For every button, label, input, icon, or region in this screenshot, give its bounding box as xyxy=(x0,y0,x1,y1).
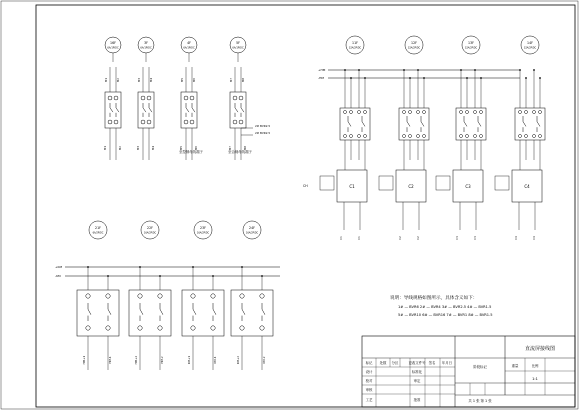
tb-standard: 标准化 xyxy=(411,370,423,374)
tb-sheet: 共 1 张 第 1 张 xyxy=(468,399,492,403)
contact-blade xyxy=(241,108,244,112)
terminal xyxy=(474,111,477,114)
wire-label: HM+2 xyxy=(134,355,138,365)
tb-stage-mark: 阶段标记 xyxy=(473,365,487,369)
tb-approval: 批准 xyxy=(413,398,421,402)
terminal xyxy=(460,135,463,138)
breaker-id: 22F xyxy=(147,226,153,230)
wire-label-top: M8 xyxy=(241,77,245,83)
breaker-rating: 32A/2P/DC xyxy=(464,46,478,50)
terminal xyxy=(423,111,426,114)
drawing-title: 直流屏接线图 xyxy=(524,346,556,352)
terminal xyxy=(106,326,110,330)
bus-label-minus: -HM xyxy=(318,76,324,80)
terminal xyxy=(344,111,347,114)
breaker-5F xyxy=(228,37,252,160)
contact-blade xyxy=(523,122,526,127)
terminal xyxy=(114,120,118,124)
output-label: C2 xyxy=(399,236,402,240)
breaker-id: 4F xyxy=(187,41,191,45)
bottom-breaker-group xyxy=(55,221,280,370)
terminal xyxy=(480,111,483,114)
terminal xyxy=(260,326,264,330)
tb-row1-c6: 年月日 xyxy=(441,361,453,365)
top-right-breaker-group xyxy=(303,36,545,240)
breaker-13F xyxy=(436,36,486,240)
breaker-id: 13F xyxy=(468,41,474,45)
contact-blade xyxy=(149,108,152,112)
breaker-16F xyxy=(103,37,122,160)
terminal xyxy=(106,294,110,298)
note-line-2: 1# — BVR6 2# — BVR4 3# — BVR2.5 4# — BVR1.5 xyxy=(398,305,492,309)
tb-row1-c2: 处数 xyxy=(379,361,387,365)
terminal xyxy=(364,135,367,138)
breaker-id: 11F xyxy=(352,41,358,45)
terminal xyxy=(460,111,463,114)
contact-blade xyxy=(478,122,481,127)
terminal xyxy=(108,120,112,124)
terminal xyxy=(211,326,215,330)
terminal xyxy=(191,294,195,298)
terminal xyxy=(147,96,151,100)
terminal xyxy=(233,96,237,100)
terminal xyxy=(141,96,145,100)
wire-label-top: M7 xyxy=(229,77,233,83)
wire-label-bottom: M6 xyxy=(194,145,198,151)
breaker-circle xyxy=(181,37,197,53)
wire-label-bottom: M2 xyxy=(118,145,122,151)
wire-label: KM-1 xyxy=(213,356,217,364)
tb-process: 工艺 xyxy=(365,398,373,402)
breaker-rating: 32A/2P/DC xyxy=(407,46,421,50)
terminal xyxy=(260,294,264,298)
terminal xyxy=(519,111,522,114)
breaker-22F xyxy=(129,221,171,370)
breaker-4F xyxy=(179,37,203,160)
output-label: C1 xyxy=(358,236,361,240)
breaker-circle xyxy=(243,221,261,239)
terminal xyxy=(466,111,469,114)
tb-row1-c1: 标记 xyxy=(365,361,373,365)
contact-blade xyxy=(213,309,216,314)
module-label: C4 xyxy=(524,184,530,189)
terminal xyxy=(240,294,244,298)
terminal xyxy=(525,135,528,138)
terminal xyxy=(114,96,118,100)
contact-blade xyxy=(140,309,143,314)
breaker-id: 12F xyxy=(411,41,417,45)
breaker-rating: 6A/1P/DC xyxy=(183,46,195,50)
title-block xyxy=(362,336,575,407)
breaker-circle xyxy=(194,221,212,239)
breaker-14F xyxy=(495,36,545,240)
breaker-circle xyxy=(521,36,539,54)
breaker-circle xyxy=(138,37,154,53)
note-line-1: 说明：导线规格如图所示，具体含义如下： xyxy=(390,296,478,301)
terminal xyxy=(403,135,406,138)
breaker-id: 5F xyxy=(236,41,240,45)
top-left-breaker-group xyxy=(103,37,270,160)
terminal xyxy=(158,326,162,330)
side-label: 2# BVR2.5 xyxy=(255,124,271,128)
terminal xyxy=(233,120,237,124)
terminal xyxy=(138,294,142,298)
breaker-id: 14F xyxy=(527,41,533,45)
side-label: 2# BVR2.5 xyxy=(255,131,271,135)
breaker-body xyxy=(340,108,370,140)
tb-audit: 审核 xyxy=(365,388,373,392)
breaker-23F xyxy=(182,221,224,370)
terminal xyxy=(190,120,194,124)
contact-blade xyxy=(116,108,119,112)
contact-blade xyxy=(88,309,91,314)
breaker-rating: 16A/2P/DC xyxy=(143,231,157,235)
terminal xyxy=(403,111,406,114)
terminal xyxy=(417,135,420,138)
breaker-body xyxy=(77,290,119,336)
contact-blade xyxy=(235,108,238,112)
breaker-body xyxy=(129,290,171,336)
contact-blade xyxy=(186,108,189,112)
breaker-rating: 16A/2P/DC xyxy=(245,231,259,235)
contact-blade xyxy=(108,309,111,314)
contact-blade xyxy=(192,108,195,112)
wire-label-top: M2 xyxy=(116,77,120,83)
terminal xyxy=(344,135,347,138)
inner-frame xyxy=(36,5,575,407)
terminal xyxy=(350,111,353,114)
breaker-id: 21F xyxy=(95,226,101,230)
breaker-body xyxy=(515,108,545,140)
terminal xyxy=(423,135,426,138)
terminal xyxy=(86,294,90,298)
wire-label: KM-2 xyxy=(262,356,266,364)
contact-blade xyxy=(537,122,540,127)
output-label: C4 xyxy=(533,236,536,240)
terminal xyxy=(474,135,477,138)
breaker-body xyxy=(230,92,246,128)
note-line-3: 5# — BVR10 6# — BVR16 7# — BVR1 8# — BVR1.5 xyxy=(398,313,493,317)
terminal xyxy=(519,135,522,138)
contact-blade xyxy=(242,309,245,314)
breaker-circle xyxy=(405,36,423,54)
terminal xyxy=(239,96,243,100)
wire-label: KM+2 xyxy=(236,355,240,365)
bus-label-plus: +KM xyxy=(55,265,63,269)
breaker-body xyxy=(181,92,197,128)
tb-scale: 比例 xyxy=(531,364,539,368)
terminal xyxy=(147,120,151,124)
module-terminal-block xyxy=(495,176,509,190)
tb-weight: 重量 xyxy=(511,364,519,368)
contact-blade xyxy=(464,122,467,127)
module-terminal-block xyxy=(436,176,450,190)
terminal xyxy=(141,120,145,124)
module-side-label: CH xyxy=(303,184,308,188)
module-label: C3 xyxy=(465,184,471,189)
breaker-body xyxy=(399,108,429,140)
breaker-id: 23F xyxy=(200,226,206,230)
terminal xyxy=(350,135,353,138)
wire-label-top: M6 xyxy=(192,77,196,83)
terminal xyxy=(184,120,188,124)
breaker-body xyxy=(182,290,224,336)
terminal xyxy=(533,135,536,138)
breaker-rating: 6A/1P/DC xyxy=(140,46,152,50)
breaker-circle xyxy=(89,221,107,239)
breaker-circle xyxy=(105,37,121,53)
terminal xyxy=(86,326,90,330)
tb-row1-c3: 分区 xyxy=(391,361,399,365)
breaker-rating: 6A/1P/DC xyxy=(107,46,119,50)
terminal xyxy=(525,111,528,114)
output-label: C2 xyxy=(417,236,420,240)
breaker-21F xyxy=(77,221,119,370)
wire-label: KM+1 xyxy=(187,355,191,365)
terminal xyxy=(480,135,483,138)
wire-label: HM-2 xyxy=(160,356,164,364)
terminal xyxy=(240,326,244,330)
terminal xyxy=(358,135,361,138)
tb-row1-c5: 签名 xyxy=(428,361,436,365)
breaker-caption: 至合闸母线端子 xyxy=(228,150,252,154)
terminal xyxy=(409,135,412,138)
breaker-circle xyxy=(346,36,364,54)
breaker-24F xyxy=(231,221,273,370)
terminal xyxy=(539,111,542,114)
breaker-id: 3F xyxy=(144,41,148,45)
breaker-rating: 6A/1P/DC xyxy=(232,46,244,50)
contact-blade xyxy=(362,122,365,127)
terminal xyxy=(358,111,361,114)
terminal xyxy=(184,96,188,100)
outer-frame xyxy=(1,1,578,409)
wire-label-bottom: M1 xyxy=(103,145,107,151)
terminal xyxy=(533,111,536,114)
breaker-id: 16F xyxy=(110,41,116,45)
breaker-body xyxy=(231,290,273,336)
breaker-body xyxy=(138,92,154,128)
breaker-id: 24F xyxy=(249,226,255,230)
wire-label-bottom: M4 xyxy=(151,145,155,151)
breaker-3F xyxy=(136,37,155,160)
wire-label-top: M4 xyxy=(149,77,153,83)
wire-label: HM-1 xyxy=(108,356,112,364)
output-label: C3 xyxy=(456,236,459,240)
output-label: C3 xyxy=(474,236,477,240)
tb-scale-value: 1:1 xyxy=(532,377,538,381)
terminal xyxy=(239,120,243,124)
terminal xyxy=(191,326,195,330)
wire-label-bottom: M3 xyxy=(136,145,140,151)
breaker-circle xyxy=(230,37,246,53)
tb-check: 校对 xyxy=(365,379,373,383)
module-terminal-block xyxy=(320,176,334,190)
breaker-12F xyxy=(379,36,429,240)
tb-design: 设计 xyxy=(365,370,373,374)
wire-label-bottom: M7 xyxy=(228,145,232,151)
terminal xyxy=(211,294,215,298)
breaker-body xyxy=(105,92,121,128)
breaker-rating: 6A/2P/DC xyxy=(92,231,104,235)
wire-label-top: M1 xyxy=(104,77,108,83)
terminal xyxy=(417,111,420,114)
contact-blade xyxy=(348,122,351,127)
breaker-circle xyxy=(141,221,159,239)
terminal xyxy=(539,135,542,138)
bus-label-plus: +HM xyxy=(318,68,326,72)
breaker-body xyxy=(456,108,486,140)
tb-row1-c4: 更改文件号 xyxy=(408,361,426,365)
output-label: C4 xyxy=(515,236,518,240)
module-label: C2 xyxy=(408,184,414,189)
breaker-11F xyxy=(320,36,370,240)
breaker-caption: 至控制母线端子 xyxy=(179,150,203,154)
contact-blade xyxy=(407,122,410,127)
breaker-rating: 16A/2P/DC xyxy=(196,231,210,235)
terminal xyxy=(466,135,469,138)
terminal xyxy=(364,111,367,114)
wire-label: HM+1 xyxy=(82,355,86,365)
breaker-rating: 32A/2P/DC xyxy=(523,46,537,50)
wire-label-bottom: M8 xyxy=(243,145,247,151)
terminal xyxy=(138,326,142,330)
contact-blade xyxy=(262,309,265,314)
wire-label-top: M3 xyxy=(137,77,141,83)
wire-label-bottom: M5 xyxy=(179,145,183,151)
breaker-circle xyxy=(462,36,480,54)
bus-label-minus: -KM xyxy=(55,274,61,278)
module-label: C1 xyxy=(349,184,355,189)
terminal xyxy=(190,96,194,100)
contact-blade xyxy=(193,309,196,314)
wire-label-top: M5 xyxy=(180,77,184,83)
output-label: C1 xyxy=(340,236,343,240)
tb-approve-review: 审定 xyxy=(413,379,421,383)
breaker-rating: 32A/2P/DC xyxy=(348,46,362,50)
contact-blade xyxy=(160,309,163,314)
module-terminal-block xyxy=(379,176,393,190)
terminal xyxy=(158,294,162,298)
contact-blade xyxy=(421,122,424,127)
contact-blade xyxy=(143,108,146,112)
contact-blade xyxy=(110,108,113,112)
wiring-note xyxy=(390,294,493,317)
terminal xyxy=(108,96,112,100)
terminal xyxy=(409,111,412,114)
